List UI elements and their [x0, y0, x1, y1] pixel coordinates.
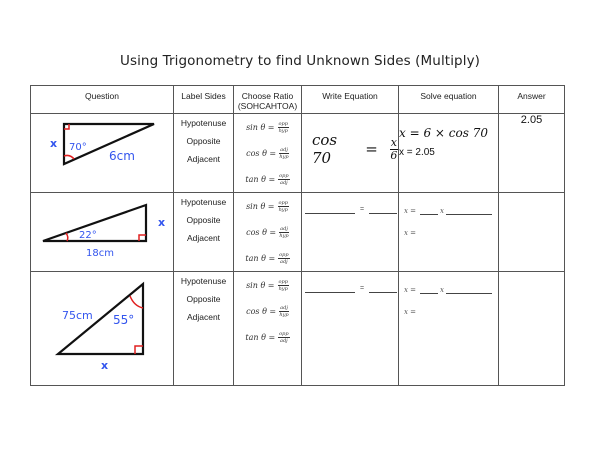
ratio-fraction: [279, 226, 289, 239]
times-sign: x: [440, 286, 444, 294]
label-hypotenuse: Hypotenuse: [180, 197, 227, 207]
label-hypotenuse: Hypotenuse: [180, 118, 227, 128]
ratio-num: opp: [278, 199, 288, 206]
ratio-fn: cos θ =: [246, 227, 277, 237]
header-choose-ratio-line2: (SOHCAHTOA): [237, 101, 298, 111]
worksheet-table: [30, 85, 565, 386]
ratio-fn: cos θ =: [246, 306, 277, 316]
ratio-den: adj: [280, 258, 288, 265]
blank-right[interactable]: [369, 205, 397, 214]
header-choose-ratio: [234, 86, 302, 114]
header-answer: Answer: [499, 86, 565, 114]
question-row-3: [31, 272, 565, 386]
angle-arc-icon: [130, 296, 143, 308]
right-angle-marker-icon: [135, 346, 143, 354]
equation: [302, 114, 398, 167]
blank-trig[interactable]: [446, 285, 492, 294]
equation-cell-3[interactable]: [302, 272, 399, 386]
solve-line-1: x = 6 × cos 70: [399, 126, 488, 140]
blank-left[interactable]: [305, 205, 355, 214]
blank-left[interactable]: [305, 284, 355, 293]
ratio-fraction: [279, 147, 289, 160]
equation-fraction: [390, 137, 398, 162]
ratio-fn: tan θ =: [245, 174, 276, 184]
ratio-fraction: [278, 279, 289, 292]
ratio-num: opp: [278, 120, 288, 127]
ratio-den: hyp: [278, 206, 288, 213]
equals-sign: =: [360, 285, 365, 292]
ratio-fraction: [278, 121, 289, 134]
blank-equation: [302, 193, 398, 214]
ratio-num: adj: [280, 146, 288, 153]
equation-fn: cos 70: [312, 131, 338, 167]
ratio-num: opp: [279, 251, 289, 258]
solve-cell-3[interactable]: [399, 272, 499, 386]
blank-factor[interactable]: [420, 206, 438, 215]
question-cell-1: [31, 114, 174, 193]
blank-solve: [399, 272, 498, 316]
ratio-num: opp: [279, 172, 289, 179]
blank-equation: [302, 272, 398, 293]
label-adjacent: Adjacent: [186, 312, 221, 322]
ratio-num: opp: [278, 278, 288, 285]
ratio-fraction: [278, 252, 289, 265]
solve-line-2: x = 2.05: [399, 147, 435, 158]
question-row-1: [31, 114, 565, 193]
header-write-equation: Write Equation: [302, 86, 399, 114]
ratio-cos: [234, 298, 301, 324]
answer-cell-2[interactable]: [499, 193, 565, 272]
triangle-diagram-2: [31, 193, 173, 265]
blank-factor[interactable]: [420, 285, 438, 294]
unknown-side-label: x: [158, 216, 166, 229]
question-row-2: [31, 193, 565, 272]
solve-prefix: x =: [404, 207, 417, 215]
ratio-fn: cos θ =: [246, 148, 277, 158]
solve-line-2: x =: [404, 229, 417, 237]
blank-solve: [399, 193, 498, 237]
ratio-den: hyp: [279, 232, 289, 239]
solve-line-2: x =: [404, 308, 417, 316]
label-opposite: Opposite: [186, 294, 221, 304]
solve-prefix: x =: [404, 286, 417, 294]
label-hypotenuse: Hypotenuse: [180, 276, 227, 286]
solve-line-1: [404, 205, 498, 215]
question-cell-2: [31, 193, 174, 272]
angle-arc-icon: [66, 233, 68, 241]
times-sign: x: [440, 207, 444, 215]
ratio-sin: [234, 114, 301, 140]
unknown-side-label: x: [50, 137, 58, 150]
equals-sign: =: [360, 206, 365, 213]
blank-trig[interactable]: [446, 206, 492, 215]
ratio-fn: tan θ =: [245, 253, 276, 263]
triangle-diagram-3: [31, 272, 173, 380]
label-opposite: Opposite: [186, 136, 221, 146]
equals-sign: =: [365, 140, 378, 158]
ratio-den: hyp: [278, 285, 288, 292]
question-cell-3: [31, 272, 174, 386]
ratio-den: hyp: [278, 127, 288, 134]
ratio-fn: sin θ =: [246, 201, 275, 211]
angle-label: 55°: [113, 313, 135, 327]
ratio-cos: [234, 219, 301, 245]
ratio-fraction: [278, 200, 289, 213]
equation-num: x: [390, 135, 397, 149]
solve-line-1: [404, 284, 498, 294]
ratio-den: adj: [280, 337, 288, 344]
equation-cell-1[interactable]: [302, 114, 399, 193]
header-choose-ratio-line1: Choose Ratio: [241, 91, 294, 101]
page-title: Using Trigonometry to find Unknown Sides (Multiply): [119, 53, 481, 69]
answer-cell-3[interactable]: [499, 272, 565, 386]
ratio-den: hyp: [279, 311, 289, 318]
ratio-num: adj: [280, 304, 288, 311]
solve-cell-2[interactable]: [399, 193, 499, 272]
equation-den: 6: [390, 148, 398, 162]
header-label-sides: Label Sides: [174, 86, 234, 114]
ratio-tan: [234, 166, 301, 192]
ratio-sin: [234, 272, 301, 298]
blank-right[interactable]: [369, 284, 397, 293]
ratio-den: hyp: [279, 153, 289, 160]
ratio-cell-2: [234, 193, 302, 272]
answer-cell-1[interactable]: 2.05: [499, 114, 565, 193]
side-length-label: 6cm: [109, 149, 135, 163]
ratio-sin: [234, 193, 301, 219]
ratio-fn: tan θ =: [245, 332, 276, 342]
side-length-label: 18cm: [86, 248, 114, 259]
ratio-fraction: [279, 305, 289, 318]
label-adjacent: Adjacent: [186, 154, 221, 164]
ratio-fn: sin θ =: [246, 280, 275, 290]
label-sides-cell-3: [174, 272, 234, 386]
label-opposite: Opposite: [186, 215, 221, 225]
ratio-fraction: [278, 331, 289, 344]
equation-cell-2[interactable]: [302, 193, 399, 272]
header-solve-equation: Solve equation: [399, 86, 499, 114]
ratio-fn: sin θ =: [246, 122, 275, 132]
ratio-tan: [234, 245, 301, 271]
label-sides-cell-2: [174, 193, 234, 272]
ratio-fraction: [278, 173, 289, 186]
triangle-diagram-1: [31, 114, 173, 184]
ratio-cell-1: [234, 114, 302, 193]
label-adjacent: Adjacent: [186, 233, 221, 243]
unknown-side-label: x: [101, 359, 109, 372]
ratio-tan: [234, 324, 301, 350]
ratio-den: adj: [280, 179, 288, 186]
ratio-num: adj: [280, 225, 288, 232]
header-question: Question: [31, 86, 174, 114]
ratio-num: opp: [279, 330, 289, 337]
angle-label: 22°: [79, 230, 97, 241]
ratio-cos: [234, 140, 301, 166]
header-row: [31, 86, 565, 114]
label-sides-cell-1: [174, 114, 234, 193]
side-length-label: 75cm: [62, 309, 93, 322]
angle-arc-icon: [64, 155, 74, 159]
ratio-cell-3: [234, 272, 302, 386]
solve-cell-1[interactable]: [399, 114, 499, 193]
angle-label: 70°: [69, 142, 87, 153]
